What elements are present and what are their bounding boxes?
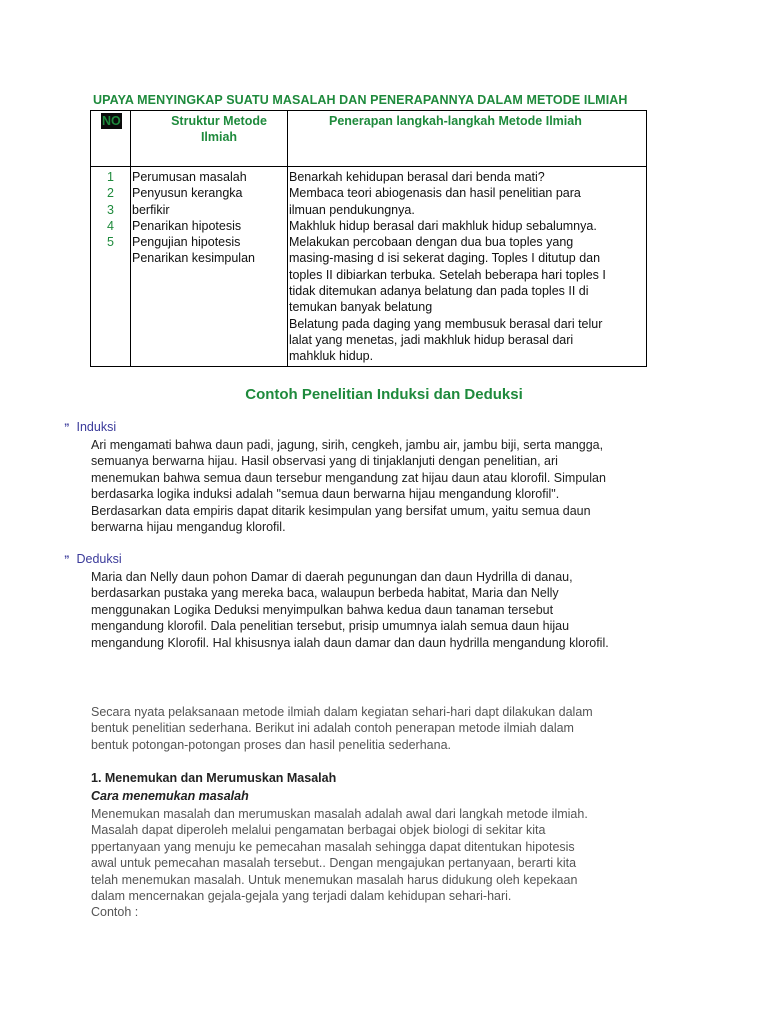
paragraph-line: Ari mengamati bahwa daun padi, jagung, sirih, cengkeh, jambu air, jambu biji, serta mangga, [91, 438, 604, 452]
header-penerapan: Penerapan langkah-langkah Metode Ilmiah [329, 114, 582, 128]
step1-subheading: Cara menemukan masalah [91, 789, 249, 803]
paragraph-line: menggunakan Logika Deduksi menyimpulkan bahwa kedua daun tanaman tersebut [91, 602, 554, 617]
application-line: Makhluk hidup berasal dari makhluk hidup sebalumnya. [289, 218, 597, 233]
application-line: toples II dibiarkan terbuka. Setelah beberapa hari toples I [289, 267, 606, 282]
document-title: UPAYA MENYINGKAP SUATU MASALAH DAN PENERAPANNYA DALAM METODE ILMIAH [93, 93, 628, 107]
paragraph-line: semuanya berwarna hijau. Hasil observasi yang di tinjaklanjuti dengan penelitian, ari [91, 454, 558, 469]
paragraph-line: menemukan bahwa semua daun tersebur mengandung zat hijau daun atau klorofil. Simpulan [91, 470, 606, 485]
method-table [90, 110, 647, 367]
step-line: Penarikan kesimpulan [132, 251, 255, 266]
paragraph-line: ppertanyaan yang menuju ke pemecahan masalah sehingga dapat ditentukan hipotesis [91, 839, 575, 854]
step1-paragraph [91, 806, 588, 921]
application-line: temukan banyak belatung [289, 300, 433, 315]
row-number: 5 [107, 235, 114, 250]
quote-marker-icon: ” [64, 554, 70, 566]
deduksi-label-text: Deduksi [76, 552, 122, 566]
paragraph-line: Menemukan masalah dan merumuskan masalah adalah awal dari langkah metode ilmiah. [91, 807, 588, 821]
paragraph-line: bentuk potongan-potongan proses dan hasil penelitia sederhana. [91, 737, 451, 752]
table-divider [287, 111, 288, 366]
paragraph-line: berdasarkan pustaka yang mereka baca, walaupun berbeda habitat, Maria dan Nelly [91, 586, 559, 601]
induksi-label-text: Induksi [76, 420, 117, 434]
induksi-label [64, 420, 116, 434]
row-number: 3 [107, 202, 114, 217]
step1-heading: 1. Menemukan dan Merumuskan Masalah [91, 771, 337, 785]
step-line: Penarikan hipotesis [132, 218, 242, 233]
paragraph-line: Secara nyata pelaksanaan metode ilmiah dalam kegiatan sehari-hari dapt dilakukan dalam [91, 705, 593, 719]
deduksi-paragraph [91, 569, 609, 651]
table-application [289, 169, 639, 365]
paragraph-line: mengandung klorofil. Dala penelitian tersebut, prisip umumnya ialah semua daun hijau [91, 619, 570, 634]
application-line: Belatung pada daging yang membusuk berasal dari telur [289, 316, 603, 331]
row-number: 4 [107, 218, 114, 233]
table-divider [130, 111, 131, 366]
row-number: 2 [107, 186, 114, 201]
paragraph-line: awal untuk pemecahan masalah tersebut.. Dengan mengajukan pertanyaan, berarti kita [91, 856, 577, 871]
application-line: ilmuan pendukungnya. [289, 202, 415, 217]
paragraph-line: dalam mencernakan gejala-gejala yang terjadi dalam kehidupan sehari-hari. [91, 889, 512, 904]
table-steps [132, 169, 287, 267]
paragraph-line: berwarna hijau mengandug klorofil. [91, 520, 286, 535]
paragraph-line: Masalah dapat diperoleh melalui pengamatan berbagai objek biologi di sekitar kita [91, 823, 546, 838]
header-no: NO [102, 114, 121, 128]
paragraph-line: Maria dan Nelly daun pohon Damar di daerah pegunungan dan daun Hydrilla di danau, [91, 570, 573, 584]
step-line: berfikir [132, 202, 170, 217]
step-line: Perumusan masalah [132, 170, 247, 184]
paragraph-line: Berdasarkan data empiris dapat ditarik kesimpulan yang bersifat umum, yaitu semua daun [91, 503, 591, 518]
application-line: lalat yang menetas, jadi makhluk hidup berasal dari [289, 332, 574, 347]
paragraph-line: telah menemukan masalah. Untuk menemukan masalah harus didukung oleh kepekaan [91, 872, 578, 887]
induksi-paragraph [91, 437, 606, 535]
application-line: Benarkah kehidupan berasal dari benda mati? [289, 170, 545, 184]
deduksi-label [64, 552, 122, 566]
intro-paragraph [91, 704, 593, 753]
paragraph-line: bentuk penelitian sederhana. Berikut ini adalah contoh penerapan metode ilmiah dalam [91, 721, 574, 736]
application-line: Melakukan percobaan dengan dua bua toples yang [289, 235, 574, 250]
paragraph-line: Contoh : [91, 905, 139, 920]
application-line: tidak ditemukan adanya belatung dan pada toples II di [289, 284, 589, 299]
step-line: Penyusun kerangka [132, 186, 243, 201]
quote-marker-icon: ” [64, 422, 70, 434]
table-numbers [91, 169, 130, 250]
application-line: Membaca teori abiogenasis dan hasil penelitian para [289, 186, 581, 201]
header-struktur: Struktur Metode Ilmiah [171, 114, 267, 144]
step-line: Pengujian hipotesis [132, 235, 241, 250]
application-line: masing-masing d isi sekerat daging. Toples I ditutup dan [289, 251, 601, 266]
paragraph-line: berdasarka logika induksi adalah "semua daun berwarna hijau mengandung klorofil". [91, 487, 560, 502]
table-header-divider [91, 166, 646, 167]
paragraph-line: mengandung Klorofil. Hal khisusnya ialah daun damar dan daun hydrilla mengandung klorofil. [91, 635, 609, 650]
section-title: Contoh Penelitian Induksi dan Deduksi [245, 386, 523, 403]
application-line: mahkluk hidup. [289, 349, 374, 364]
row-number: 1 [107, 170, 114, 184]
